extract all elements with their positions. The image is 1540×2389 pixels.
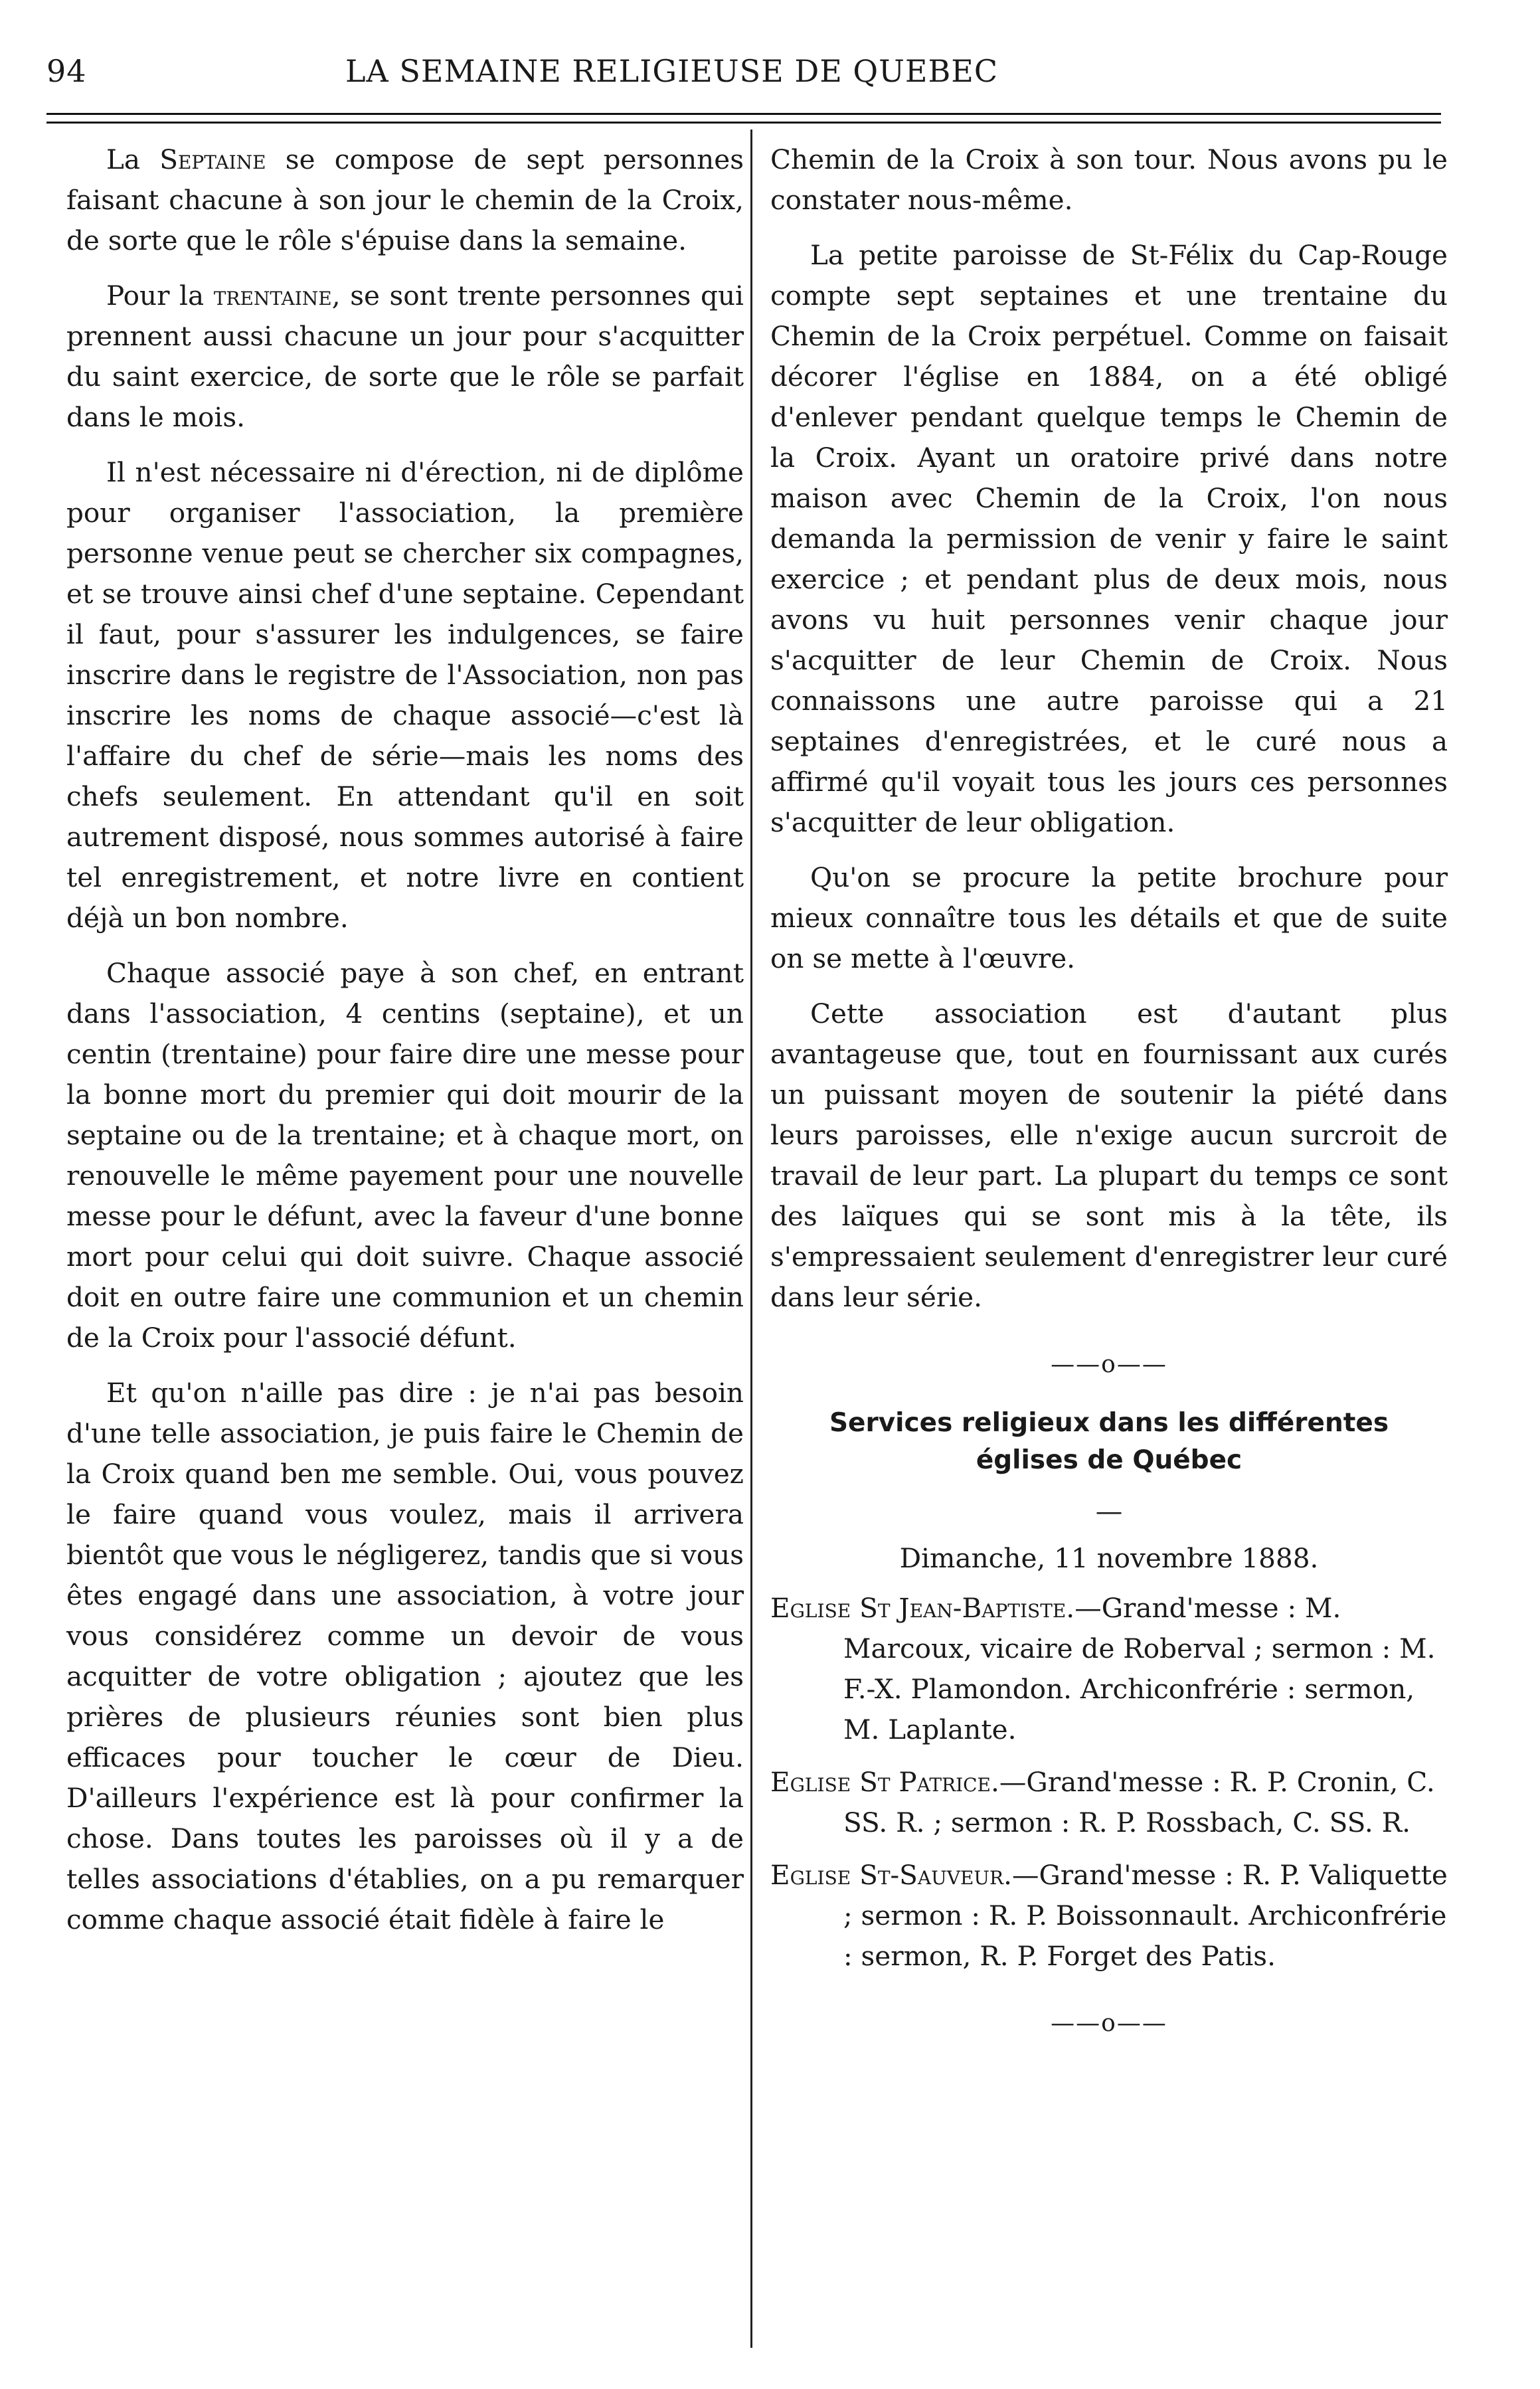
page-number: 94 <box>46 53 87 89</box>
section-title-line: Services religieux dans les différentes <box>829 1408 1389 1438</box>
paragraph-cap-rouge: La petite paroisse de St-Félix du Cap-Rouge compte sept septaines et une trentaine du Chemin de la Croix perpétuel. Comme on faisait décorer l'église en 1884, on a été obligé d'enlever pendant quelque temps le Chemin de la Croix. Ayant un oratoire privé dans notre maison avec Chemin de la Croix, l'on nous demanda la permission de venir y faire le saint exercice ; et pendant plus de deux mois, nous avons vu huit personnes venir chaque jour s'acquitter de leur Chemin de Croix. Nous connaissons une autre paroisse qui a 21 septaines d'enregistrées, et le curé nous a affirmé qu'il voyait tous les jours ces personnes s'acquitter de leur obligation. <box>770 239 1448 838</box>
church-name: Eglise St Patrice. <box>770 1766 999 1798</box>
service-date: Dimanche, 11 novembre 1888. <box>899 1542 1319 1574</box>
title-dash: — <box>1095 1495 1123 1527</box>
paragraph-text: se compose de sept personnes faisant chacune à son jour le chemin de la Croix, de sorte que le rôle s'épuise dans la semaine. <box>66 143 744 256</box>
paragraph-payment: Chaque associé paye à son chef, en entrant dans l'association, 4 centins (septaine), et un centin (trentaine) pour faire dire une messe pour la bonne mort du premier qui doit mourir de la septaine ou de la trentaine; et à chaque mort, on renouvelle le même payement pour une nouvelle messe pour le défunt, avec la faveur d'une bonne mort pour celui qui doit suivre. Chaque associé doit en outre faire une communion et un chemin de la Croix pour l'associé défunt. <box>66 957 744 1354</box>
paragraph-objection: Et qu'on n'aille pas dire : je n'ai pas besoin d'une telle association, je puis faire le Chemin de la Croix quand ben me semble. Oui, vous pouvez le faire quand vous voulez, mais il arrivera bientôt que vous le négligerez, tandis que si vous êtes engagé dans une association, à votre jour vous considérez comme un devoir de vous acquitter de votre obligation ; ajoutez que les prières de plusieurs réunies sont bien plus efficaces pour toucher le cœur de Dieu. D'ailleurs l'expérience est là pour confirmer la chose. Dans toutes les paroisses où il y a de telles associations d'établies, on a pu remarquer comme chaque associé était fidèle à faire le <box>66 1377 744 1935</box>
end-separator: ——o—— <box>1051 2010 1167 2037</box>
church-name: Eglise St-Sauveur. <box>770 1859 1012 1891</box>
paragraph-text: , se sont trente personnes qui prennent aussi chacune un jour pour s'acquitter du saint exercice, de sorte que le rôle se parfait dans le mois. <box>66 280 744 433</box>
term-trentaine: trentaine <box>213 280 332 311</box>
header-rule <box>46 113 1441 124</box>
service-details: —Grand'messe : R. P. Cronin, C. SS. R. ; sermon : R. P. Rossbach, C. SS. R. <box>843 1766 1435 1838</box>
paragraph-brochure: Qu'on se procure la petite brochure pour mieux connaître tous les détails et que de suite on se mette à l'œuvre. <box>770 861 1448 974</box>
journal-title: LA SEMAINE RELIGIEUSE DE QUEBEC <box>345 53 999 89</box>
service-entry <box>770 1588 1448 1750</box>
paragraph-prefix: Pour la <box>106 280 214 311</box>
section-title-line: églises de Québec <box>976 1445 1242 1475</box>
service-entry <box>770 1762 1448 1843</box>
paragraph-prefix: La <box>106 143 160 175</box>
paragraph-trentaine <box>66 276 744 438</box>
paragraph-continuation: Chemin de la Croix à son tour. Nous avons pu le constater nous-même. <box>770 143 1448 216</box>
term-septaine: Septaine <box>159 143 266 175</box>
service-entry <box>770 1855 1448 1977</box>
running-head <box>46 53 1441 100</box>
service-details: —Grand'messe : M. Marcoux, vicaire de Roberval ; sermon : M. F.-X. Plamondon. Archiconfrérie : sermon, M. Laplante. <box>843 1592 1436 1745</box>
service-details: —Grand'messe : R. P. Valiquette ; sermon : R. P. Boissonnault. Archiconfrérie : sermon, R. P. Forget des Patis. <box>843 1859 1448 1972</box>
church-name: Eglise St Jean-Baptiste. <box>770 1592 1075 1624</box>
paragraph-septaine <box>66 139 744 261</box>
left-column <box>66 139 744 1955</box>
section-separator: ——o—— <box>1051 1351 1167 1378</box>
section-title <box>770 1405 1448 1479</box>
paragraph-erection: Il n'est nécessaire ni d'érection, ni de diplôme pour organiser l'association, la première personne venue peut se chercher six compagnes, et se trouve ainsi chef d'une septaine. Cependant il faut, pour s'assurer les indulgences, se faire inscrire dans le registre de l'Association, non pas inscrire les noms de chaque associé—c'est là l'affaire du chef de série—mais les noms des chefs seulement. En attendant qu'il en soit autrement disposé, nous sommes autorisé à faire tel enregistrement, et notre livre en contient déjà un bon nombre. <box>66 456 744 934</box>
column-divider <box>750 130 752 2348</box>
right-column <box>770 139 1448 2064</box>
page <box>46 40 1454 2351</box>
paragraph-advantage: Cette association est d'autant plus avantageuse que, tout en fournissant aux curés un puissant moyen de soutenir la piété dans leurs paroisses, elle n'exige aucun surcroit de travail de leur part. La plupart du temps ce sont des laïques qui se sont mis à la tête, ils s'empressaient seulement d'enregistrer leur curé dans leur série. <box>770 998 1448 1313</box>
